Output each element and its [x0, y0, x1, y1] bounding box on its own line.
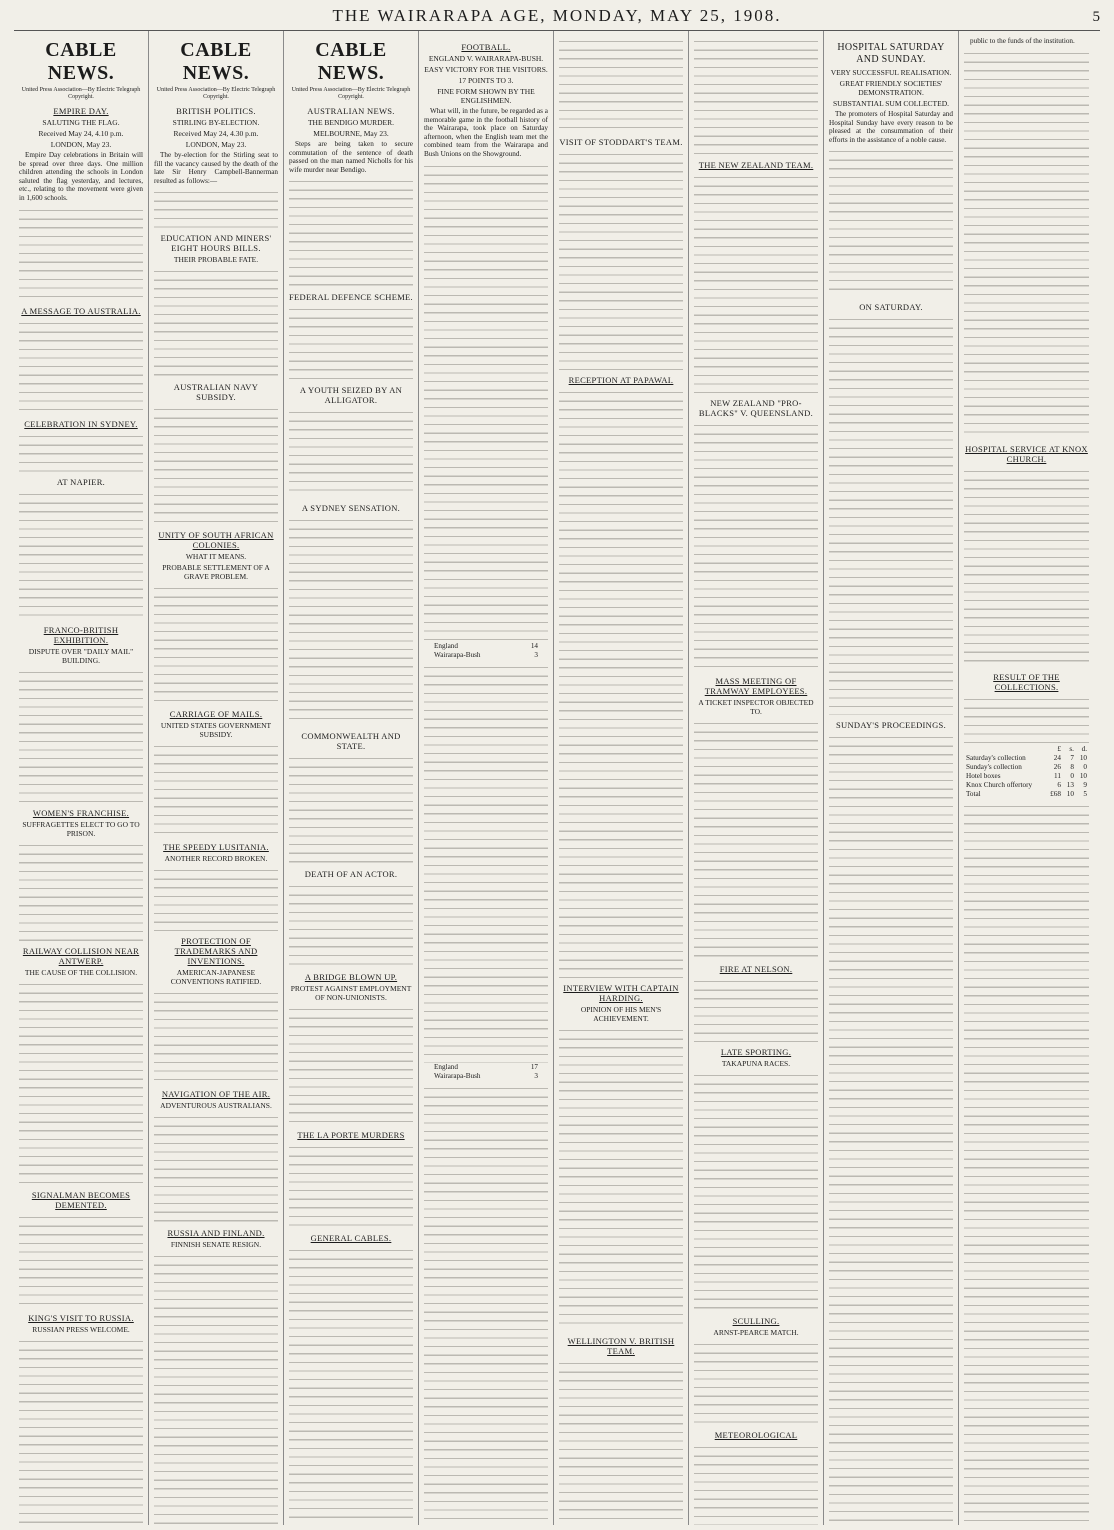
- table-cell: £68: [1050, 789, 1061, 798]
- headline: COMMONWEALTH AND STATE.: [301, 731, 401, 752]
- subheadline: THE CAUSE OF THE COLLISION.: [24, 967, 138, 977]
- subheadline: WHAT IT MEANS.: [185, 552, 247, 562]
- column-7: [824, 31, 959, 1525]
- score-line: [424, 1072, 548, 1081]
- headline: KING'S VISIT TO RUSSIA.: [28, 1312, 134, 1323]
- subheadline: SUFFRAGETTES ELECT TO GO TO PRISON.: [22, 819, 140, 838]
- article-text-block: [154, 188, 278, 228]
- article-text-block: [829, 147, 953, 297]
- dateline: Received May 24, 4.10 p.m.: [38, 129, 124, 138]
- headline: THE LA PORTE MURDERS: [297, 1130, 405, 1141]
- subheadline: STIRLING BY-ELECTION.: [172, 118, 260, 127]
- article-text-block: [964, 802, 1089, 1525]
- article-text-block: [694, 37, 818, 155]
- headline: UNITY OF SOUTH AFRICAN COLONIES.: [158, 530, 274, 551]
- headline: METEOROLOGICAL: [714, 1430, 798, 1440]
- column-6: [689, 31, 824, 1525]
- headline: RAILWAY COLLISION NEAR ANTWERP.: [22, 945, 140, 966]
- subheadline: THEIR PROBABLE FATE.: [173, 255, 259, 265]
- team-score: 3: [534, 650, 538, 659]
- headline: SIGNALMAN BECOMES DEMENTED.: [31, 1189, 131, 1210]
- headline: THE SPEEDY LUSITANIA.: [163, 842, 269, 853]
- article-text-block: [559, 388, 683, 978]
- subheadline: VERY SUCCESSFUL REALISATION.: [830, 68, 952, 77]
- article-text-block: [19, 980, 143, 1185]
- article-text-block: [289, 1143, 413, 1228]
- article-text-block: [154, 267, 278, 377]
- table-cell: d.: [1081, 744, 1087, 753]
- headline: AUSTRALIAN NEWS.: [307, 106, 395, 116]
- headline: AT NAPIER.: [56, 476, 106, 487]
- team-name: England: [434, 641, 458, 650]
- table-cell: s.: [1069, 744, 1074, 753]
- article-text-block: [289, 1246, 413, 1525]
- score-line: [424, 642, 548, 651]
- headline: HOSPITAL SERVICE AT KNOX CHURCH.: [965, 443, 1088, 464]
- article-text-block: [694, 421, 818, 671]
- subheadline: PROBABLE SETTLEMENT OF A GRAVE PROBLEM.: [162, 563, 270, 582]
- headline: LATE SPORTING.: [720, 1047, 792, 1057]
- subheadline: EASY VICTORY FOR THE VISITORS.: [424, 65, 548, 74]
- article-text: The promoters of Hospital Saturday and Hospital Sunday have every reason to be pleased at the consummation of their efforts in the assistance of a noble cause.: [829, 110, 953, 144]
- article-text-block: [154, 866, 278, 931]
- article-text-block: [154, 1113, 278, 1223]
- article-text-block: [289, 754, 413, 864]
- headline: RESULT OF THE COLLECTIONS.: [993, 671, 1060, 692]
- headline: MASS MEETING OF TRAMWAY EMPLOYEES.: [704, 676, 808, 696]
- article-text-block: [424, 663, 548, 1063]
- table-cell: 10: [1079, 771, 1087, 780]
- headline: ON SATURDAY.: [859, 302, 923, 313]
- table-cell: Total: [966, 789, 981, 798]
- team-name: Wairarapa-Bush: [434, 650, 481, 659]
- table-cell: 7: [1070, 753, 1074, 762]
- article-text-block: [964, 467, 1089, 667]
- table-cell: 5: [1083, 789, 1087, 798]
- team-name: England: [434, 1062, 458, 1071]
- team-score: 14: [530, 641, 538, 650]
- cable-news-banner: CABLE NEWS.: [45, 39, 117, 84]
- article-text-block: [694, 977, 818, 1042]
- headline: A YOUTH SEIZED BY AN ALLIGATOR.: [299, 385, 403, 406]
- article-text-block: [19, 206, 143, 301]
- page-number: 5: [1092, 9, 1100, 25]
- article-text-block: [829, 315, 953, 715]
- subheadline: GREAT FRIENDLY SOCIETIES' DEMONSTRATION.: [839, 79, 943, 97]
- headline: CELEBRATION IN SYDNEY.: [24, 418, 138, 429]
- article-text-block: [289, 408, 413, 498]
- subheadline: DISPUTE OVER "DAILY MAIL" BUILDING.: [28, 646, 134, 665]
- column-8: [959, 31, 1094, 1525]
- headline: FEDERAL DEFENCE SCHEME.: [289, 292, 413, 303]
- headline: BRITISH POLITICS.: [176, 106, 256, 116]
- article-text-block: [154, 989, 278, 1084]
- cable-news-banner: CABLE NEWS.: [180, 39, 252, 84]
- table-row: [964, 763, 1089, 772]
- article-text-block: [424, 162, 548, 642]
- columns: [14, 31, 1100, 1525]
- subheadline: A TICKET INSPECTOR OBJECTED TO.: [698, 698, 814, 716]
- collections-table: [964, 745, 1089, 799]
- table-cell: 26: [1053, 762, 1061, 771]
- article-text-block: [964, 49, 1089, 439]
- article-text-block: [19, 1213, 143, 1308]
- headline: RECEPTION AT PAPAWAI.: [568, 375, 674, 385]
- table-cell: 10: [1066, 789, 1074, 798]
- table-cell: 9: [1083, 780, 1087, 789]
- headline: THE NEW ZEALAND TEAM.: [698, 160, 814, 170]
- headline: VISIT OF STODDART'S TEAM.: [559, 137, 683, 147]
- article-text-block: [289, 305, 413, 380]
- masthead: [14, 6, 1100, 31]
- dateline: MELBOURNE, May 23.: [313, 129, 389, 138]
- article-text-block: [559, 150, 683, 370]
- headline: PROTECTION OF TRADEMARKS AND INVENTIONS.: [174, 936, 258, 967]
- team-score: 3: [534, 1071, 538, 1080]
- headline: AUSTRALIAN NAVY SUBSIDY.: [173, 382, 259, 403]
- headline: A MESSAGE TO AUSTRALIA.: [21, 305, 141, 316]
- table-cell: 10: [1079, 753, 1087, 762]
- subheadline: THE BENDIGO MURDER.: [307, 118, 395, 127]
- article-text-block: [19, 668, 143, 803]
- table-cell: 24: [1053, 753, 1061, 762]
- subheadline: SALUTING THE FLAG.: [42, 118, 120, 127]
- team-score: 17: [530, 1062, 538, 1071]
- subheadline: UNITED STATES GOVERNMENT SUBSIDY.: [160, 721, 272, 740]
- article-text-block: [289, 516, 413, 726]
- headline: A SYDNEY SENSATION.: [301, 503, 401, 514]
- table-cell: 11: [1054, 771, 1061, 780]
- dateline: LONDON, May 23.: [185, 140, 247, 149]
- column-1: [14, 31, 149, 1525]
- article-text-block: [154, 1252, 278, 1525]
- article-text-block: [19, 841, 143, 941]
- subheadline: PROTEST AGAINST EMPLOYMENT OF NON-UNIONISTS.: [290, 984, 412, 1003]
- article-text: The by-election for the Stirling seat to fill the vacancy caused by the death of the late Sir Henry Campbell-Bannerman resulted as follows:—: [154, 151, 278, 185]
- dateline: Received May 24, 4.30 p.m.: [173, 129, 259, 138]
- article-text-block: [19, 490, 143, 620]
- press-credit: United Press Association—By Electric Telegraph Copyright.: [291, 87, 411, 100]
- article-text-block: [559, 1359, 683, 1525]
- score-line: [424, 1063, 548, 1072]
- article-text-block: [964, 695, 1089, 745]
- subheadline: FINE FORM SHOWN BY THE ENGLISHMEN.: [437, 87, 535, 105]
- headline: RUSSIA AND FINLAND.: [167, 1228, 265, 1239]
- headline: EMPIRE DAY.: [53, 106, 109, 116]
- subheadline: 17 POINTS TO 3.: [458, 76, 514, 85]
- table-cell: 8: [1070, 762, 1074, 771]
- headline: WOMEN'S FRANCHISE.: [32, 807, 130, 818]
- column-5: [554, 31, 689, 1525]
- subheadline: ARNST-PEARCE MATCH.: [713, 1328, 799, 1337]
- article-text-block: [694, 173, 818, 393]
- article-text-block: [19, 1337, 143, 1525]
- article-text-block: [289, 882, 413, 967]
- headline: SCULLING.: [732, 1316, 780, 1326]
- headline: DEATH OF AN ACTOR.: [304, 869, 398, 880]
- article-text-block: [559, 37, 683, 132]
- score-line: [424, 651, 548, 660]
- article-text-block: [424, 1084, 548, 1525]
- column-2: [149, 31, 284, 1525]
- headline: NAVIGATION OF THE AIR.: [161, 1089, 271, 1100]
- dateline: LONDON, May 23.: [50, 140, 112, 149]
- headline: SUNDAY'S PROCEEDINGS.: [835, 720, 946, 731]
- article-text: Empire Day celebrations in Britain will be spread over three days. One million children attending the schools in London saluted the flag yesterday, and lectures, etc., relating to the movement were given in 1,600 schools.: [19, 151, 143, 202]
- subheadline: TAKAPUNA RACES.: [721, 1059, 791, 1068]
- headline: EDUCATION AND MINERS' EIGHT HOURS BILLS.: [160, 233, 272, 254]
- article-text-block: [154, 742, 278, 837]
- table-cell: 0: [1070, 771, 1074, 780]
- column-3: [284, 31, 419, 1525]
- subheadline: SUBSTANTIAL SUM COLLECTED.: [833, 99, 949, 108]
- headline: GENERAL CABLES.: [310, 1233, 392, 1244]
- table-cell: 0: [1083, 762, 1087, 771]
- subheadline: ANOTHER RECORD BROKEN.: [164, 854, 268, 864]
- table-cell: Knox Church offertory: [966, 780, 1033, 789]
- article-text-block: [289, 1005, 413, 1125]
- headline: INTERVIEW WITH CAPTAIN HARDING.: [563, 983, 679, 1003]
- table-cell: 13: [1066, 780, 1074, 789]
- article-text-block: [19, 432, 143, 472]
- headline: A BRIDGE BLOWN UP.: [304, 972, 398, 983]
- article-text-block: [154, 405, 278, 525]
- headline: NEW ZEALAND "PRO-BLACKS" V. QUEENSLAND.: [698, 398, 814, 418]
- table-total-row: [964, 790, 1089, 799]
- table-cell: Saturday's collection: [966, 753, 1026, 762]
- subheadline: OPINION OF HIS MEN'S ACHIEVEMENT.: [580, 1005, 662, 1023]
- table-row: [964, 772, 1089, 781]
- subheadline: RUSSIAN PRESS WELCOME.: [32, 1324, 130, 1334]
- article-text-block: [154, 584, 278, 704]
- table-row: [964, 781, 1089, 790]
- article-text-block: [694, 719, 818, 959]
- headline: WELLINGTON V. BRITISH TEAM.: [567, 1336, 675, 1356]
- article-text: public to the funds of the institution.: [970, 37, 1075, 45]
- article-text-block: [694, 1071, 818, 1311]
- table-row: [964, 754, 1089, 763]
- cable-news-banner: CABLE NEWS.: [315, 39, 387, 84]
- headline: FOOTBALL.: [461, 42, 511, 52]
- article-text-block: [694, 1443, 818, 1525]
- table-cell: [964, 745, 1046, 754]
- article-text-block: [289, 177, 413, 287]
- team-name: Wairarapa-Bush: [434, 1071, 481, 1080]
- article-text: Steps are being taken to secure commutation of the sentence of death passed on the man named Nicholls for his wife murder near Bendigo.: [289, 140, 413, 174]
- subheadline: ENGLAND V. WAIRARAPA-BUSH.: [428, 54, 544, 63]
- press-credit: United Press Association—By Electric Telegraph Copyright.: [21, 87, 141, 100]
- article-text-block: [559, 1026, 683, 1331]
- article-text-block: [694, 1340, 818, 1425]
- subheadline: AMERICAN-JAPANESE CONVENTIONS RATIFIED.: [170, 968, 262, 987]
- table-header-row: [964, 745, 1089, 754]
- table-cell: Sunday's collection: [966, 762, 1022, 771]
- article-text-block: [19, 319, 143, 414]
- subheadline: FINNISH SENATE RESIGN.: [170, 1240, 262, 1250]
- table-cell: 6: [1057, 780, 1061, 789]
- subheadline: ADVENTUROUS AUSTRALIANS.: [160, 1101, 272, 1111]
- article-text-block: [829, 733, 953, 1525]
- table-cell: £: [1057, 744, 1061, 753]
- headline: FRANCO-BRITISH EXHIBITION.: [43, 624, 119, 645]
- column-4: [419, 31, 554, 1525]
- headline: CARRIAGE OF MAILS.: [169, 709, 263, 720]
- headline: FIRE AT NELSON.: [719, 964, 793, 974]
- press-credit: United Press Association—By Electric Telegraph Copyright.: [156, 87, 276, 100]
- table-cell: Hotel boxes: [966, 771, 1001, 780]
- article-text: What will, in the future, be regarded as a memorable game in the football history of the Wairarapa, took place on Saturday afternoon, when the English team met the combined team from the Wairarapa and Bush Unions on the Showground.: [424, 107, 548, 158]
- masthead-title: THE WAIRARAPA AGE, MONDAY, MAY 25, 1908.: [332, 6, 782, 25]
- headline: HOSPITAL SATURDAY AND SUNDAY.: [837, 42, 945, 65]
